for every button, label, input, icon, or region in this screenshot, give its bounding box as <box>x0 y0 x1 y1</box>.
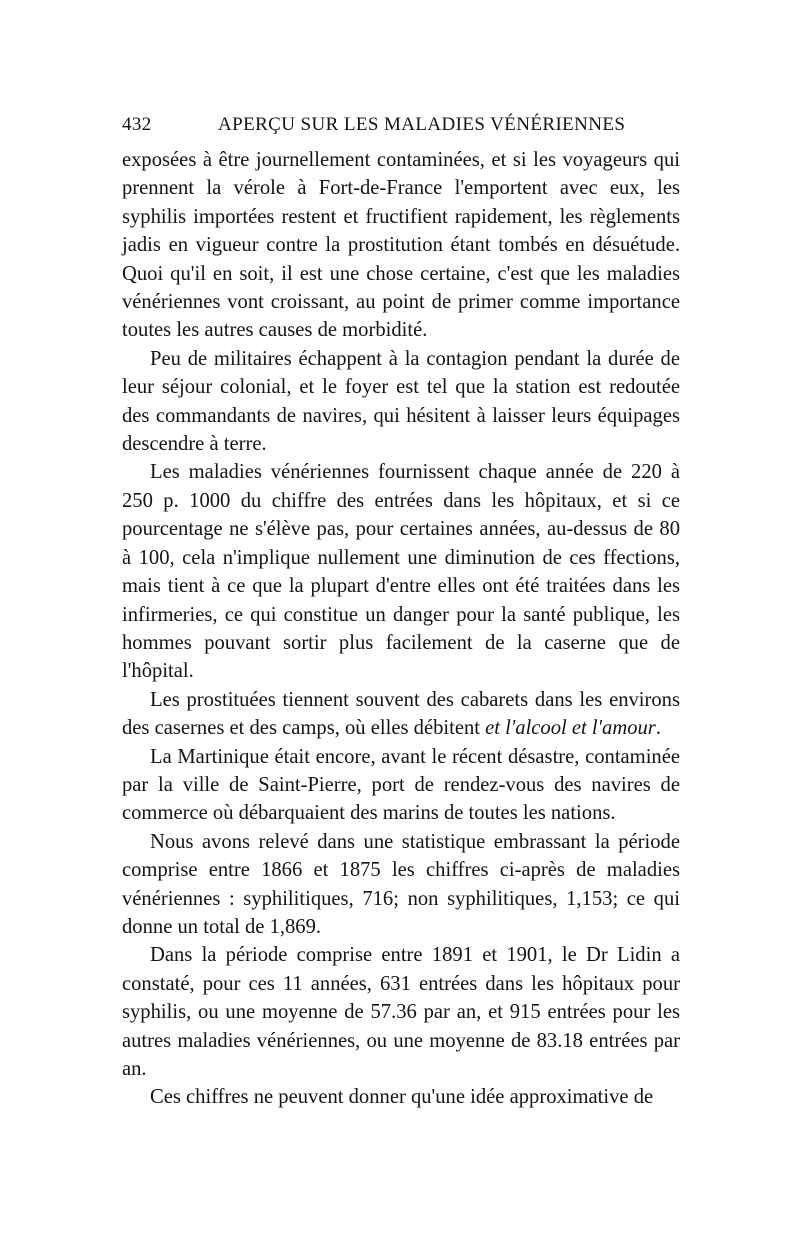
paragraph-text: Les prostituées tiennent souvent des cabarets dans les environs des casernes et des camps, où elles débitent <box>122 688 680 740</box>
paragraph-prostitutes-cabarets <box>122 686 680 743</box>
book-page <box>122 114 680 1112</box>
paragraph-hospital-admissions: Les maladies vénériennes fournissent chaque année de 220 à 250 p. 1000 du chiffre des entrées dans les hôpitaux, et si ce pourcentage ne s'élève pas, pour certaines années, au-dessus de 80 à 100, cela n'implique nullement une diminution de ces ffections, mais tient à ce que la plupart d'entre elles ont été traitées dans les infirmeries, ce qui constitue un danger pour la santé publique, les hommes pouvant sortir plus facilement de la caserne que de l'hôpital. <box>122 461 680 683</box>
running-title: APERÇU SUR LES MALADIES VÉNÉRIENNES <box>218 114 626 135</box>
running-header <box>122 114 680 146</box>
paragraph-statistics-1891-1901: Dans la période comprise entre 1891 et 1901, le Dr Lidin a constaté, pour ces 11 années, 631 entrées dans les hôpitaux pour syphilis, ou une moyenne de 57.36 par an, et 915 entrées pour les autres maladies vénériennes, ou une moyenne de 83.18 entrées par an. <box>122 944 680 1080</box>
paragraph-final-line: Ces chiffres ne peuvent donner qu'une idée approximative de <box>150 1086 654 1109</box>
page-number: 432 <box>122 114 152 135</box>
body-text <box>122 146 680 1112</box>
paragraph-martinique-saint-pierre: La Martinique était encore, avant le récent désastre, contaminée par la ville de Saint-Pierre, port de rendez-vous des navires de commerce où débarquaient des marins de toutes les nations. <box>122 745 680 825</box>
paragraph-statistics-1866-1875: Nous avons relevé dans une statistique embrassant la période comprise entre 1866 et 1875 les chiffres ci-après de maladies vénériennes : syphilitiques, 716; non syphilitiques, 1,153; ce qui donne un total de 1,869. <box>122 830 680 938</box>
paragraph-continuation: exposées à être journellement contaminées, et si les voyageurs qui prennent la vérole à Fort-de-France l'emportent avec eux, les syphilis importées restent et fructifient rapidement, les règlements jadis en vigueur contre la prostitution étant tombés en désuétude. Quoi qu'il en soit, il est une chose certaine, c'est que les maladies vénériennes vont croissant, au point de primer comme importance toutes les autres causes de morbidité. <box>122 149 680 342</box>
paragraph-military-contagion: Peu de militaires échappent à la contagion pendant la durée de leur séjour colonial, et le foyer est tel que la station est redoutée des commandants de navires, qui hésitent à laisser leurs équipages descendre à terre. <box>122 347 680 456</box>
italic-phrase: et l'alcool et l'amour <box>485 717 656 740</box>
paragraph-text-end: . <box>655 717 661 740</box>
